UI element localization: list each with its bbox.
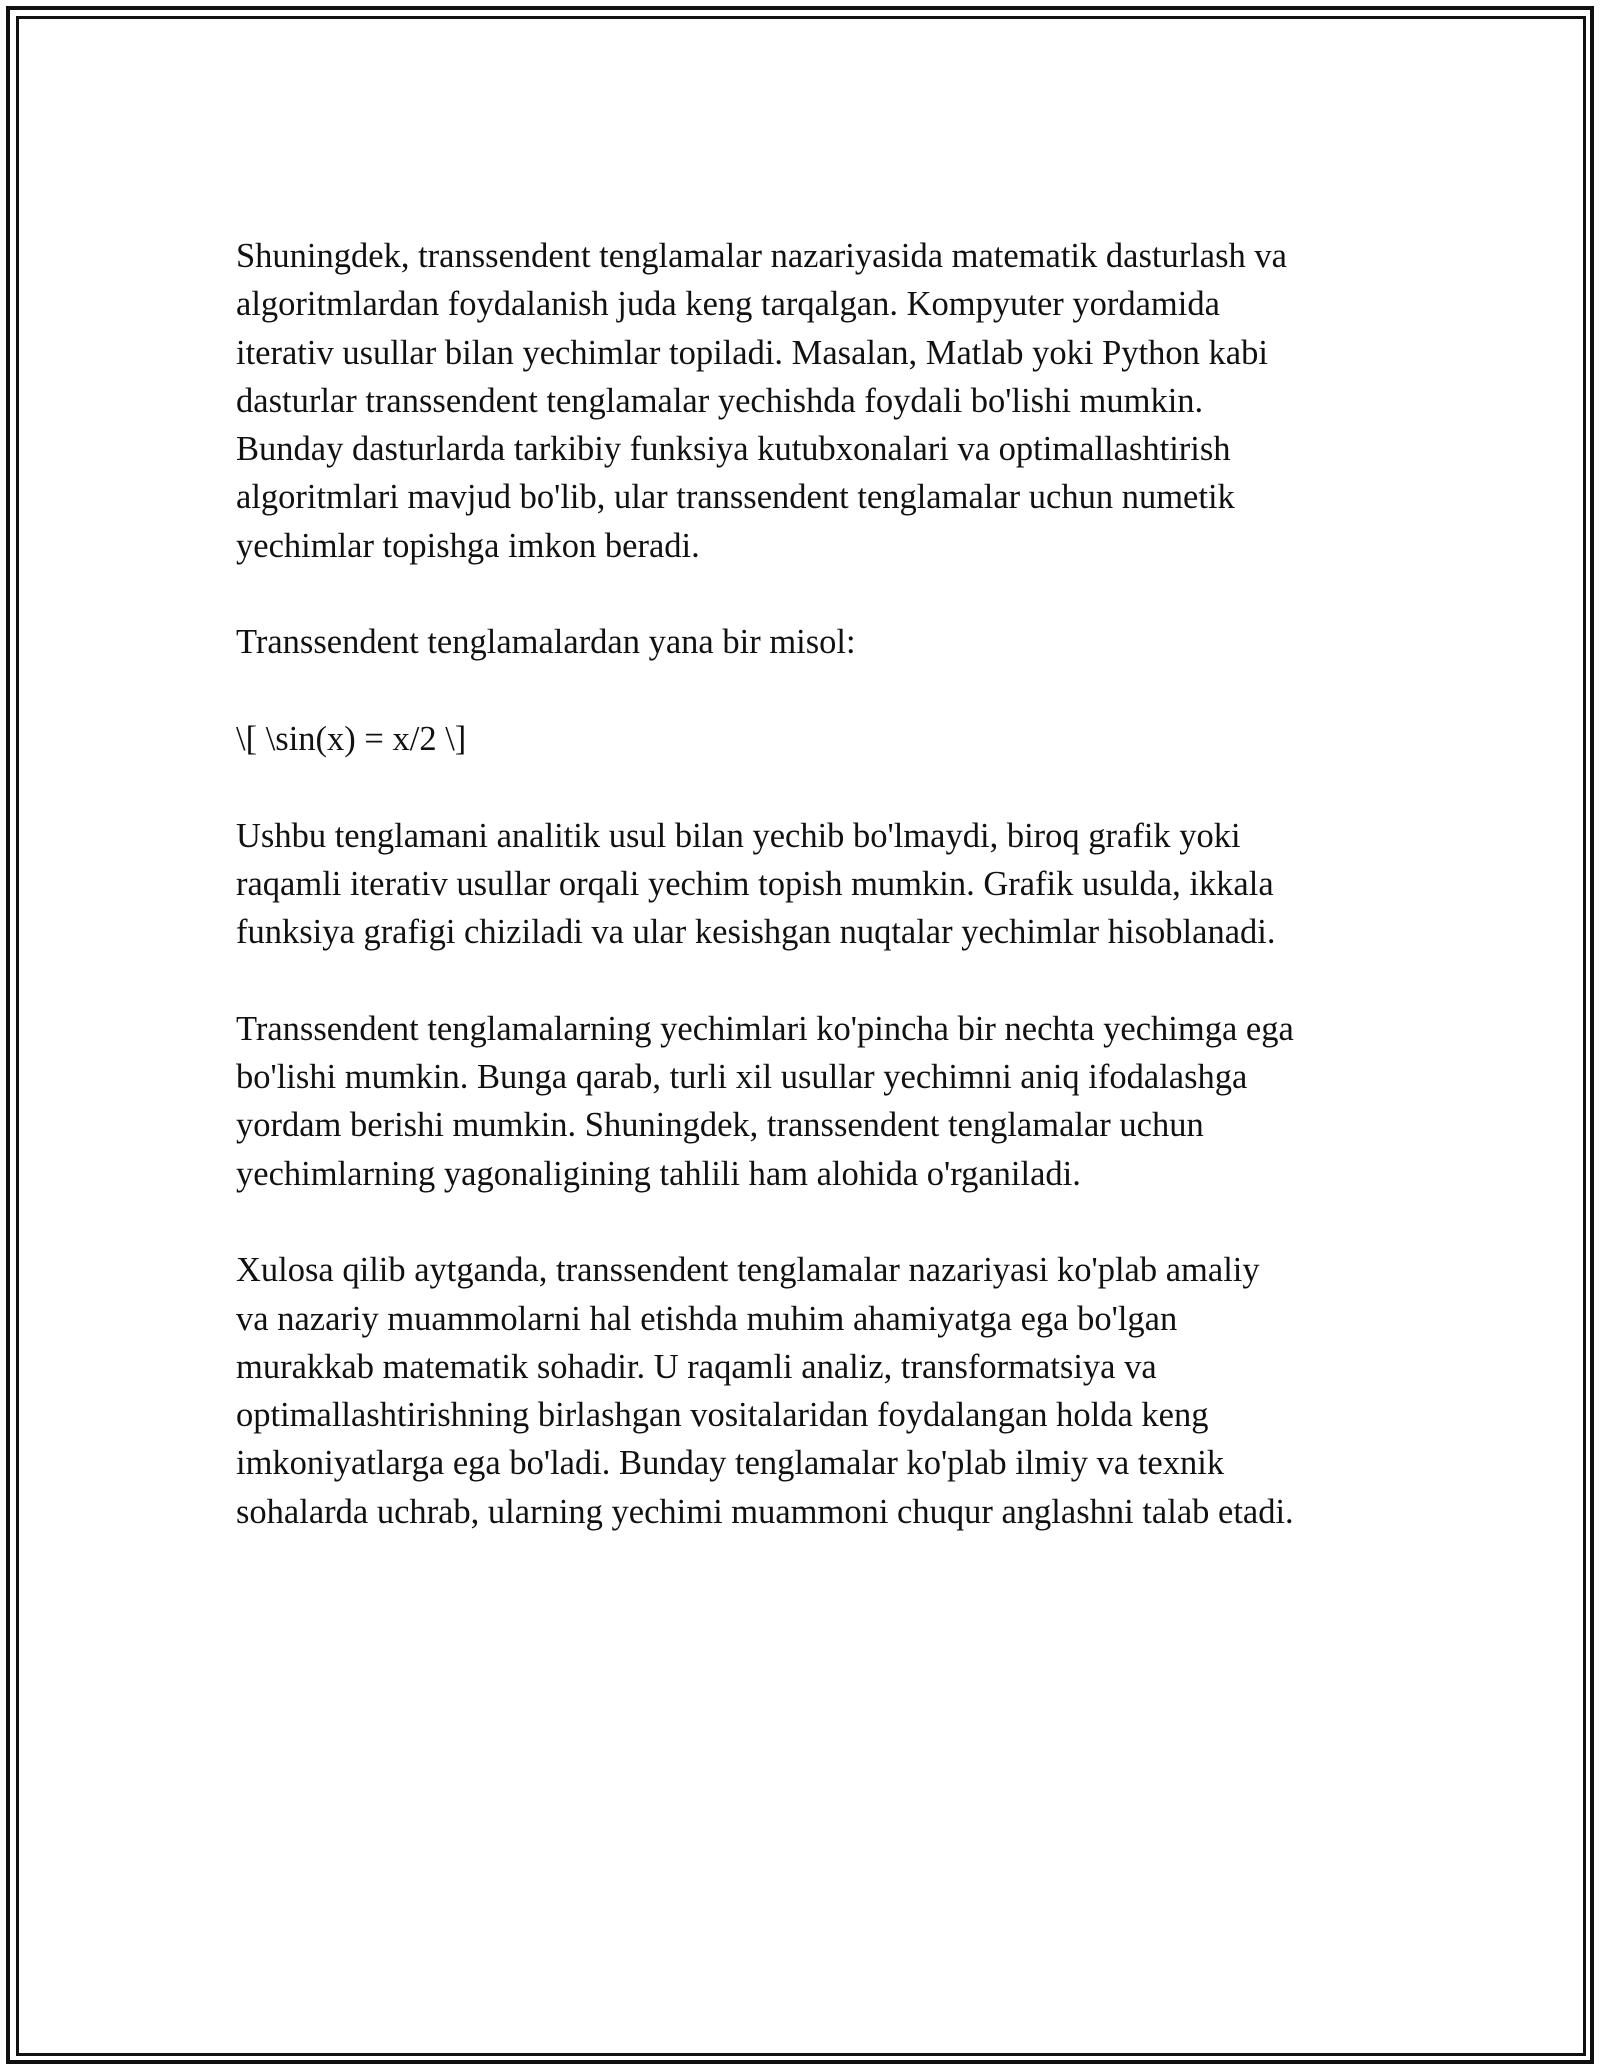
paragraph-conclusion: Xulosa qilib aytganda, transsendent tenglamalar nazariyasi ko'plab amaliy va nazariy muammolarni hal etishda muhim ahamiyatga ega bo'lgan murakkab matematik sohadir. U raqamli analiz, transformatsiya va optimallashtirishning birlashgan vositalaridan foydalangan holda keng imkoniyatlarga ega bo'ladi. Bunday tenglamalar ko'plab ilmiy va texnik sohalarda uchrab, ularning yechimi muammoni chuqur anglashni talab etadi. xyxy=(236,1251,1294,1531)
paragraph-graphical-method: Ushbu tenglamani analitik usul bilan yechib bo'lmaydi, biroq grafik yoki raqamli iterativ usullar orqali yechim topish mumkin. Grafik usulda, ikkala funksiya grafigi chiziladi va ular kesishgan nuqtalar yechimlar hisoblanadi. xyxy=(236,816,1276,952)
paragraph-multiple-solutions: Transsendent tenglamalarning yechimlari ko'pincha bir nechta yechimga ega bo'lishi mumkin. Bunga qarab, turli xil usullar yechimni aniq ifodalashga yordam berishi mumkin. Shuningdek, transsendent tenglamalar uchun yechimlarning yagonaligining tahlili ham alohida o'rganiladi. xyxy=(236,1009,1294,1193)
paragraph-example-intro: Transsendent tenglamalardan yana bir misol: xyxy=(236,623,856,662)
document-body xyxy=(236,232,1376,1536)
paragraph-software-tools: Shuningdek, transsendent tenglamalar nazariyasida matematik dasturlash va algoritmlardan foydalanish juda keng tarqalgan. Kompyuter yordamida iterativ usullar bilan yechimlar topiladi. Masalan, Matlab yoki Python kabi dasturlar transsendent tenglamalar yechishda foydali bo'lishi mumkin. Bunday dasturlarda tarkibiy funksiya kutubxonalari va optimallashtirish algoritmlari mavjud bo'lib, ular transsendent tenglamalar uchun numetik yechimlar topishga imkon beradi. xyxy=(236,237,1287,565)
equation-line: \[ \sin(x) = x/2 \] xyxy=(236,719,467,758)
